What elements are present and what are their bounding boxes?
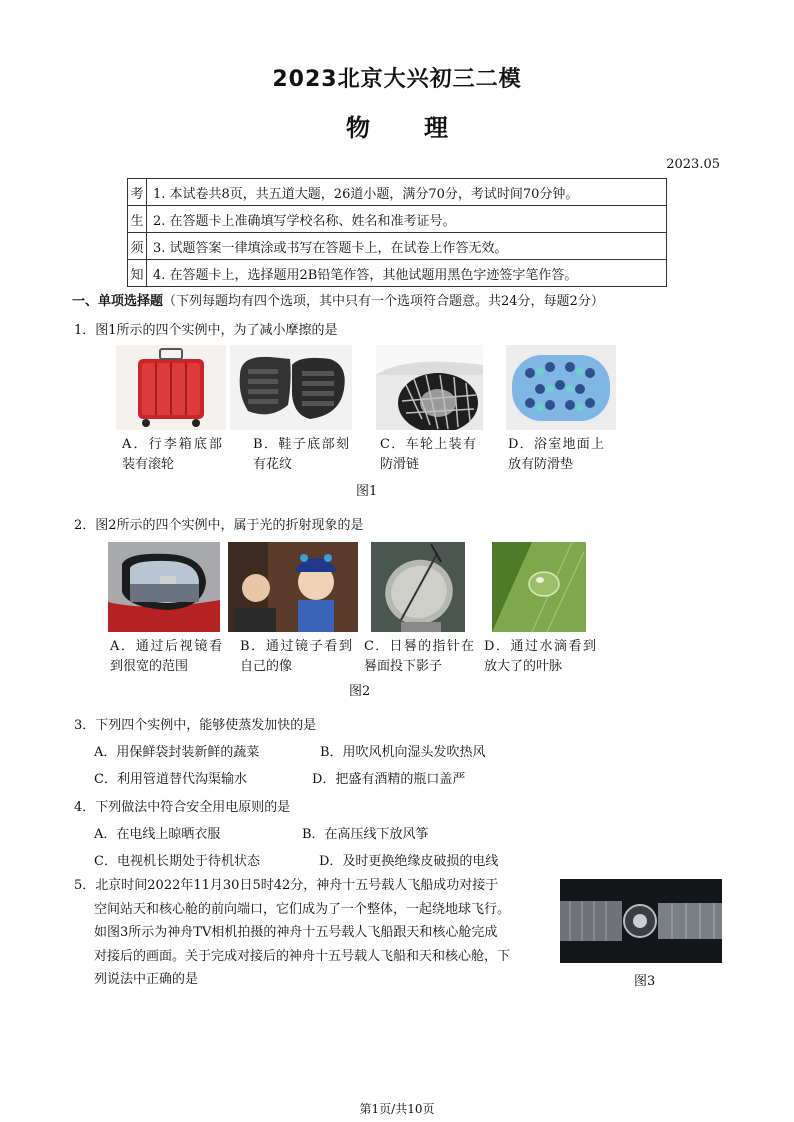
question-5-stem — [74, 874, 544, 992]
q4-option-a: A．在电线上晾晒衣服 — [94, 827, 221, 842]
opera-makeup-mirror-image — [228, 542, 358, 632]
question-4-stem: 4．下列做法中符合安全用电原则的是 — [74, 800, 291, 815]
question-1-stem: 1．图1所示的四个实例中，为了减小摩擦的是 — [74, 323, 338, 338]
exam-notice-table — [127, 178, 667, 287]
q3-option-a: A．用保鲜袋封装新鲜的蔬菜 — [94, 745, 260, 760]
figure-2-label: 图2 — [349, 684, 371, 699]
page-footer: 第1页/共10页 — [359, 1102, 435, 1116]
section-heading: 一、单项选择题（下列每题均有四个选项，其中只有一个选项符合题意。共24分，每题2分） — [72, 294, 604, 309]
bath-mat-image — [506, 345, 616, 430]
q4-option-c: C．电视机长期处于待机状态 — [94, 854, 260, 869]
notice-line: 3. 试题答案一律填涂或书写在答题卡上，在试卷上作答无效。 — [147, 233, 667, 260]
question-2-stem: 2．图2所示的四个实例中，属于光的折射现象的是 — [74, 518, 364, 533]
q1-option-b: B．鞋子底部刻有花纹 — [253, 437, 349, 472]
notice-side-char: 须 — [128, 233, 147, 260]
figure-3-label: 图3 — [634, 974, 656, 989]
rearview-mirror-image — [108, 542, 220, 632]
q2-option-a: A．通过后视镜看到很宽的范围 — [110, 639, 222, 674]
question-3-stem: 3．下列四个实例中，能够使蒸发加快的是 — [74, 718, 317, 733]
figure-1-label: 图1 — [356, 484, 378, 499]
q2-option-c: C．日晷的指针在晷面投下影子 — [364, 639, 474, 674]
suitcase-image — [116, 345, 226, 430]
notice-line: 2. 在答题卡上准确填写学校名称、姓名和准考证号。 — [147, 206, 667, 233]
notice-side-char: 考 — [128, 179, 147, 206]
q3-option-b: B．用吹风机向湿头发吹热风 — [320, 745, 486, 760]
q5-line: 5．北京时间2022年11月30日5时42分，神舟十五号载人飞船成功对接于 — [74, 878, 499, 893]
shoe-sole-image — [230, 345, 352, 430]
q2-option-b: B．通过镜子看到自己的像 — [240, 639, 352, 674]
q4-option-b: B．在高压线下放风筝 — [302, 827, 429, 842]
q5-line: 对接后的画面。关于完成对接后的神舟十五号载人飞船和天和核心舱，下 — [94, 948, 511, 964]
sundial-image — [371, 542, 465, 632]
subject-title: 物理 — [346, 114, 502, 142]
exam-date: 2023.05 — [666, 157, 720, 172]
notice-line: 4. 在答题卡上，选择题用2B铅笔作答，其他试题用黑色字迹签字笔作答。 — [147, 260, 667, 287]
q1-option-a: A．行李箱底部装有滚轮 — [122, 437, 222, 472]
q5-line: 列说法中正确的是 — [94, 972, 199, 987]
q1-option-c: C．车轮上装有防滑链 — [380, 437, 476, 472]
notice-side-char: 生 — [128, 206, 147, 233]
space-station-image — [560, 879, 722, 963]
water-drop-leaf-image — [492, 542, 586, 632]
q5-line: 空间站天和核心舱的前向端口，它们成为了一个整体，一起绕地球飞行。 — [94, 901, 511, 917]
q5-line: 如图3所示为神舟TV相机拍摄的神舟十五号载人飞船跟天和核心舱完成 — [94, 925, 498, 940]
q4-option-d: D．及时更换绝缘皮破损的电线 — [319, 854, 499, 869]
tire-chain-image — [376, 345, 483, 430]
q3-option-d: D．把盛有酒精的瓶口盖严 — [312, 772, 466, 787]
q1-option-d: D．浴室地面上放有防滑垫 — [508, 437, 604, 472]
notice-side-char: 知 — [128, 260, 147, 287]
q2-option-d: D．通过水滴看到放大了的叶脉 — [484, 639, 596, 674]
q3-option-c: C．利用管道替代沟渠输水 — [94, 772, 247, 787]
exam-title: 2023北京大兴初三二模 — [272, 67, 522, 92]
notice-line: 1. 本试卷共8页，共五道大题，26道小题，满分70分，考试时间70分钟。 — [147, 179, 667, 206]
